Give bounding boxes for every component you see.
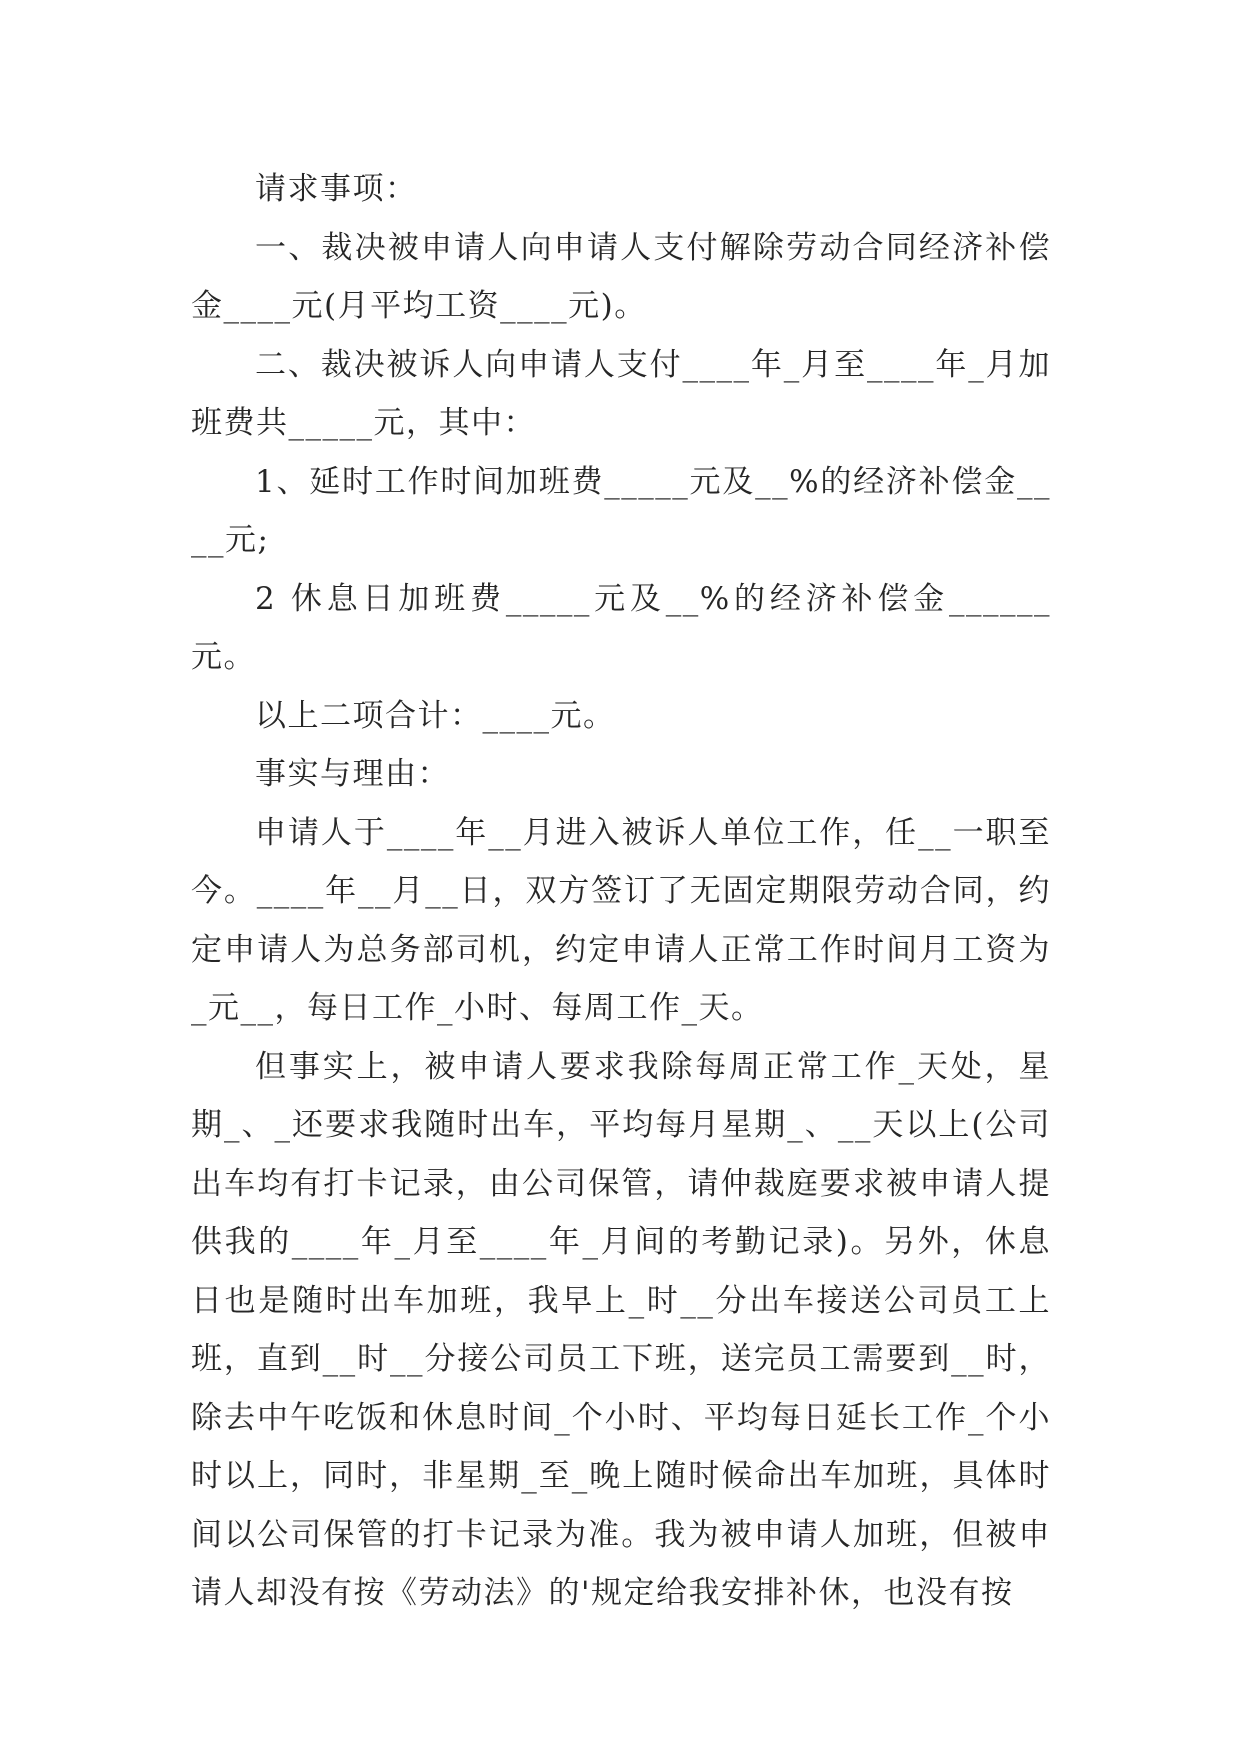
section-heading-claims: 请求事项：: [255, 171, 418, 207]
claim-item-1: 一、裁决被申请人向申请人支付解除劳动合同经济补偿金____元(月平均工资____元)。: [191, 229, 1051, 324]
claims-total: 以上二项合计：____元。: [255, 697, 616, 734]
facts-paragraph-2: 但事实上，被申请人要求我除每周正常工作_天处，星期_、_还要求我随时出车，平均每月星期_、__天以上(公司出车均有打卡记录，由公司保管，请仲裁庭要求被申请人提供我的____年_月至____年_月间的考勤记录)。另外，休息日也是随时出车加班，我早上_时__分出车接送公司员工上班，直到__时__分接公司员工下班，送完员工需要到__时，除去中午吃饭和休息时间_个小时、平均每日延长工作_个小时以上，同时，非星期_至_晚上随时候命出车加班，具体时间以公司保管的打卡记录为准。我为被申请人加班，但被申请人却没有按《劳动法》的'规定给我安排补休，也没有按: [191, 1048, 1051, 1611]
claim-subitem-2: 2 休息日加班费_____元及__%的经济补偿金______元。: [191, 580, 1051, 675]
claim-subitem-1: 1、延时工作时间加班费_____元及__%的经济补偿金____元;: [191, 463, 1051, 558]
section-heading-facts: 事实与理由：: [255, 756, 450, 792]
document-body: [191, 160, 1051, 1623]
claim-item-2: 二、裁决被诉人向申请人支付____年_月至____年_月加班费共_____元，其中：: [191, 346, 1051, 441]
facts-paragraph-1: 申请人于____年__月进入被诉人单位工作，任__一职至今。____年__月__日，双方签订了无固定期限劳动合同，约定申请人为总务部司机，约定申请人正常工作时间月工资为_元__，每日工作_小时、每周工作_天。: [191, 814, 1051, 1026]
